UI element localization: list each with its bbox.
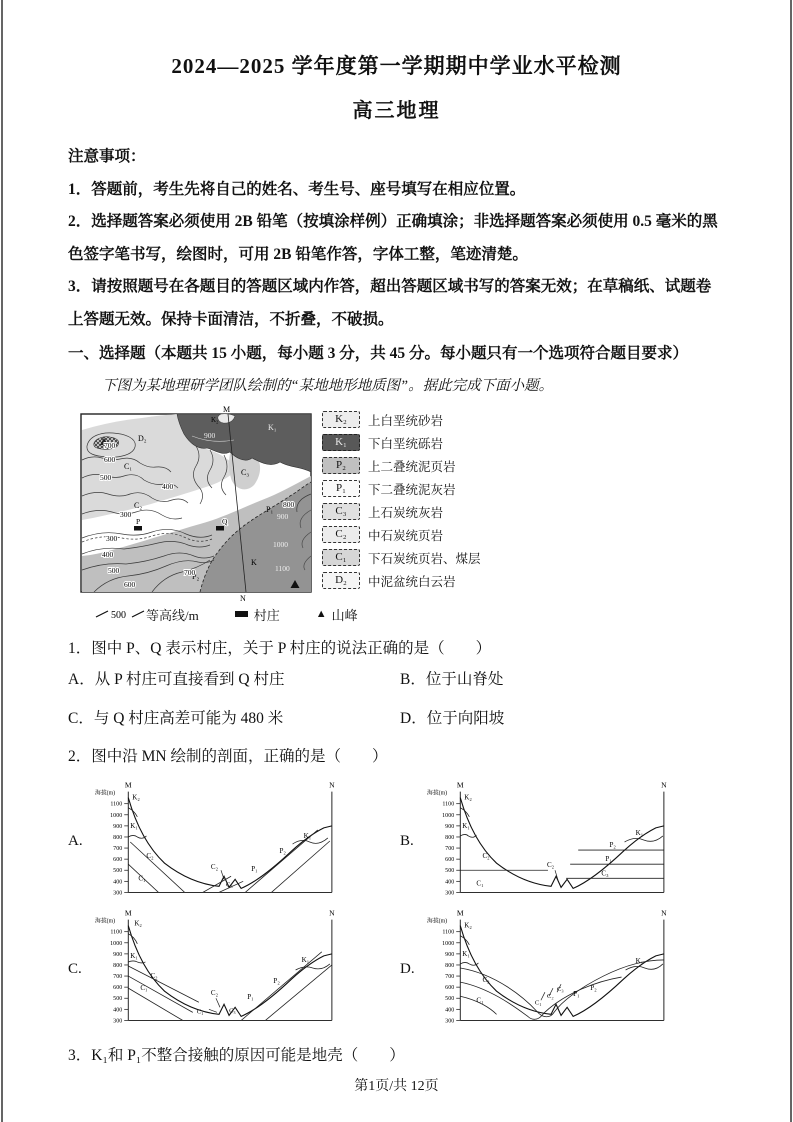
question-1: 1．图中 P、Q 表示村庄，关于 P 村庄的说法正确的是（ ）: [68, 639, 492, 657]
contour-line-icon: [94, 608, 146, 620]
contour-label-300b: 300: [106, 533, 118, 543]
legend-row: [322, 572, 481, 590]
tick-800: 800: [113, 835, 123, 842]
contour-label-600: 600: [104, 454, 116, 464]
tick-700: 700: [113, 846, 123, 853]
tick-600: 600: [113, 985, 123, 992]
tick-700: 700: [445, 974, 455, 981]
tick-600: 600: [113, 857, 123, 864]
village-p-label: P: [136, 516, 141, 526]
tick-900: 900: [113, 952, 123, 959]
peak-icon: ▲: [315, 608, 327, 621]
cross-section-b: [400, 779, 725, 903]
legend-swatch-p2: P₂: [322, 457, 360, 474]
tick-1000: 1000: [442, 941, 455, 948]
legend-label: 中泥盆统白云岩: [368, 574, 456, 589]
option-b: [400, 667, 725, 693]
unit-c2-mid: C₂: [546, 861, 555, 870]
contour-label-1000: 1000: [273, 539, 288, 549]
tick-600: 600: [445, 857, 455, 864]
legend-row: [322, 480, 481, 498]
legend-swatch-c1: C₁: [322, 549, 360, 566]
legend-row: [322, 411, 481, 429]
option-key: D．: [400, 709, 427, 727]
tick-500: 500: [113, 996, 123, 1003]
tick-1000: 1000: [442, 813, 455, 820]
key-peak: [316, 605, 358, 624]
contour-label-400: 400: [162, 481, 174, 491]
tick-900: 900: [445, 824, 455, 831]
axis-label: 海拔(m): [427, 791, 448, 798]
unit-k1-right: K₁: [635, 957, 644, 966]
legend-swatch-k2: K₂: [322, 411, 360, 428]
stratigraphy-legend: [322, 405, 481, 595]
scan-edge-left: [1, 0, 3, 1122]
unit-p2: P₂: [609, 841, 616, 850]
contour-label-900: 900: [277, 511, 289, 521]
contour-label-500b: 500: [108, 565, 120, 575]
endpoint-n: N: [661, 781, 667, 791]
unit-p1: P₁: [605, 855, 612, 864]
option-text: 位于山脊处: [425, 671, 504, 689]
contour-label-700b: 700: [184, 567, 196, 577]
unit-c2-left: C₂: [146, 852, 154, 861]
legend-label: 下石炭统页岩、煤层: [368, 551, 481, 566]
tick-700: 700: [445, 846, 455, 853]
option-text: 位于向阳坡: [426, 709, 505, 727]
key-village-label: 村庄: [253, 607, 280, 623]
tick-800: 800: [445, 835, 455, 842]
tick-500: 500: [445, 868, 455, 875]
tick-600: 600: [445, 985, 455, 992]
option-key: B．: [400, 671, 426, 689]
tick-1100: 1100: [442, 930, 455, 937]
tick-400: 400: [445, 879, 455, 886]
unit-k1-right: K₁: [635, 829, 644, 838]
profile-diagram-b: [426, 779, 678, 903]
panel-letter-b: B.: [400, 832, 414, 849]
legend-row: [322, 503, 481, 521]
contour-label-500: 500: [100, 472, 112, 482]
unit-p2: P₂: [279, 847, 286, 856]
unit-label-k1: K₁: [268, 422, 277, 432]
cross-section-d: [400, 907, 725, 1031]
notice-block: [68, 141, 725, 336]
contour-label-1100: 1100: [275, 563, 290, 573]
tick-900: 900: [113, 824, 123, 831]
village-p-symbol: [134, 526, 142, 531]
unit-k1-left: K₁: [462, 950, 470, 959]
tick-400: 400: [113, 879, 123, 886]
unit-c2-left: C₂: [482, 976, 490, 985]
question-2: 2．图中沿 MN 绘制的剖面，正确的是（ ）: [68, 748, 388, 766]
notice-item-3: 3．请按照题号在各题目的答题区域内作答，超出答题区域书写的答案无效；在草稿纸、试题卷上答题无效。保持卡面清洁，不折叠，不破损。: [68, 278, 712, 328]
key-contour-value: 500: [111, 610, 126, 621]
unit-c3-mid: C₃: [226, 881, 233, 889]
unit-p2: P₂: [273, 977, 280, 986]
map-symbol-key: [94, 605, 725, 624]
option-text: 与 Q 村庄高差可能为 480 米: [93, 709, 284, 727]
question-3: 3．K₁和 P₁不整合接触的原因可能是地壳（ ）: [68, 1047, 405, 1065]
key-contour: [94, 605, 199, 624]
tick-300: 300: [445, 1018, 455, 1025]
endpoint-m: M: [456, 909, 464, 919]
endpoint-m: M: [124, 909, 132, 919]
endpoint-m: M: [124, 781, 132, 791]
legend-row: [322, 549, 481, 567]
page-title: 2024—2025 学年度第一学期期中学业水平检测: [171, 54, 622, 78]
option-c: [68, 706, 400, 732]
unit-k1-left: K₁: [462, 822, 470, 831]
contour-label-600b: 600: [124, 579, 136, 589]
tick-1100: 1100: [110, 930, 123, 937]
tick-500: 500: [113, 868, 123, 875]
cross-section-panels: [68, 779, 725, 1031]
endpoint-n: N: [329, 781, 335, 791]
village-icon: [235, 611, 248, 617]
question-1-options: [68, 667, 725, 732]
option-key: A．: [68, 671, 95, 689]
tick-800: 800: [445, 963, 455, 970]
option-d: [400, 706, 725, 732]
unit-k1-right: K₁: [301, 956, 310, 965]
unit-k2: K₂: [132, 794, 140, 803]
contour-label-400b: 400: [102, 549, 114, 559]
unit-c1-left: C₁: [138, 874, 146, 883]
legend-row: [322, 434, 481, 452]
option-a: [68, 667, 400, 693]
contour-label-900top: 900: [204, 430, 216, 440]
terrain-profile: [128, 798, 332, 889]
legend-swatch-d2: D₂: [322, 572, 360, 589]
key-village: [235, 605, 280, 624]
cross-section-a: [68, 779, 400, 903]
unit-p1: P₁: [247, 993, 254, 1002]
legend-label: 下白垩统砾岩: [368, 436, 444, 451]
unit-label-c2: C₂: [134, 500, 143, 510]
scan-edge-right: [790, 0, 792, 1122]
notice-item-2: 2．选择题答案必须使用 2B 铅笔（按填涂样例）正确填涂；非选择题答案必须使用 0.5 毫米的黑色签字笔书写，绘图时，可用 2B 铅笔作答，字体工整，笔迹清楚。: [68, 213, 718, 263]
unit-k2: K₂: [464, 922, 472, 931]
unit-c1-left: C₁: [140, 984, 148, 993]
axis-label: 海拔(m): [95, 919, 116, 926]
legend-label: 上石炭统灰岩: [368, 505, 444, 520]
unit-label-k: K: [251, 557, 257, 567]
contour-label-800: 800: [283, 499, 295, 509]
unit-c3-mid: C₃: [557, 986, 564, 994]
map-label-n: N: [240, 593, 246, 603]
page-footer: 第1页/共 12页: [354, 1078, 439, 1094]
axis-label: 海拔(m): [95, 791, 116, 798]
question-intro: 下图为某地理研学团队绘制的“某地地形地质图”。据此完成下面小题。: [102, 377, 554, 394]
tick-1100: 1100: [442, 802, 455, 809]
map-label-m: M: [223, 404, 231, 414]
unit-c1-left: C₁: [476, 879, 484, 888]
unit-c2-mid: C₂: [210, 989, 219, 998]
contour-label-300: 300: [120, 509, 132, 519]
legend-swatch-c2: C₂: [322, 526, 360, 543]
tick-1000: 1000: [110, 941, 123, 948]
key-peak-label: 山峰: [331, 607, 358, 623]
unit-c1-mid: C₁: [196, 1008, 204, 1016]
unit-c3-right: C₃: [601, 869, 609, 878]
legend-swatch-c3: C₃: [322, 503, 360, 520]
page-subtitle: 高三地理: [352, 100, 441, 122]
notice-item-1: 1．答题前，考生先将自己的姓名、考生号、座号填写在相应位置。: [68, 180, 526, 198]
contour-label-700: 700: [104, 440, 116, 450]
endpoint-m: M: [456, 781, 464, 791]
geologic-map-figure: [80, 405, 725, 603]
legend-row: [322, 526, 481, 544]
unit-label-p1: P₁: [266, 504, 274, 514]
unit-c2-left: C₂: [150, 972, 158, 981]
tick-300: 300: [113, 890, 123, 897]
tick-400: 400: [113, 1007, 123, 1014]
unit-p1: P₁: [573, 990, 580, 999]
unit-c3-mid: C₃: [229, 1007, 236, 1015]
unit-k2: K₂: [134, 920, 142, 929]
endpoint-n: N: [329, 909, 335, 919]
panel-letter-c: C.: [68, 960, 82, 977]
terrain-profile: [460, 798, 664, 889]
terrain-profile: [128, 926, 332, 1017]
tick-900: 900: [445, 952, 455, 959]
legend-label: 上二叠统泥页岩: [368, 459, 456, 474]
unit-k1-right: K₁: [303, 832, 312, 841]
unit-k1-left: K₁: [130, 952, 138, 961]
legend-label: 上白垩统砂岩: [368, 413, 444, 428]
tick-400: 400: [445, 1007, 455, 1014]
option-text: 从 P 村庄可直接看到 Q 村庄: [94, 671, 285, 689]
axis-label: 海拔(m): [427, 919, 448, 926]
unit-c2-left: C₂: [482, 852, 490, 861]
village-q-symbol: [216, 526, 224, 531]
cross-section-c: [68, 907, 400, 1031]
unit-k1-left: K₁: [130, 822, 138, 831]
unit-label-d2: D₂: [138, 433, 147, 443]
unit-k2: K₂: [464, 794, 472, 803]
notice-heading: 注意事项：: [68, 148, 146, 165]
tick-300: 300: [445, 890, 455, 897]
panel-letter-d: D.: [400, 960, 415, 977]
panel-letter-a: A.: [68, 832, 83, 849]
tick-800: 800: [113, 963, 123, 970]
tick-500: 500: [445, 996, 455, 1003]
unit-c1-mid: C₁: [534, 999, 542, 1007]
key-contour-label: 等高线/m: [146, 607, 199, 623]
unit-label-c1: C₁: [124, 461, 133, 471]
unit-c2-mid: C₂: [210, 863, 219, 872]
legend-swatch-k1: K₁: [322, 434, 360, 451]
tick-700: 700: [113, 974, 123, 981]
unit-c1-left: C₁: [476, 996, 484, 1005]
topographic-geologic-map: [80, 405, 312, 603]
legend-label: 下二叠统泥灰岩: [368, 482, 456, 497]
tick-1000: 1000: [110, 813, 123, 820]
option-key: C．: [68, 709, 94, 727]
endpoint-n: N: [661, 909, 667, 919]
village-q-label: Q: [222, 516, 228, 526]
profile-diagram-a: [94, 779, 346, 903]
unit-label-p2: P₂: [192, 571, 200, 581]
unit-label-c3: C₃: [241, 467, 250, 477]
legend-label: 中石炭统页岩: [368, 528, 444, 543]
unit-p2: P₂: [590, 984, 597, 993]
tick-1100: 1100: [110, 802, 123, 809]
section-heading: 一、选择题（本题共 15 小题，每小题 3 分，共 45 分。每小题只有一个选项符合题目要求）: [68, 345, 689, 363]
tick-300: 300: [113, 1018, 123, 1025]
unit-c2-mid: C₂: [546, 993, 554, 1001]
unit-p1: P₁: [251, 865, 258, 874]
legend-swatch-p1: P₁: [322, 480, 360, 497]
unit-label-k2: K₂: [211, 415, 219, 424]
profile-diagram-d: [426, 907, 678, 1031]
legend-row: [322, 457, 481, 475]
profile-diagram-c: [94, 907, 346, 1031]
